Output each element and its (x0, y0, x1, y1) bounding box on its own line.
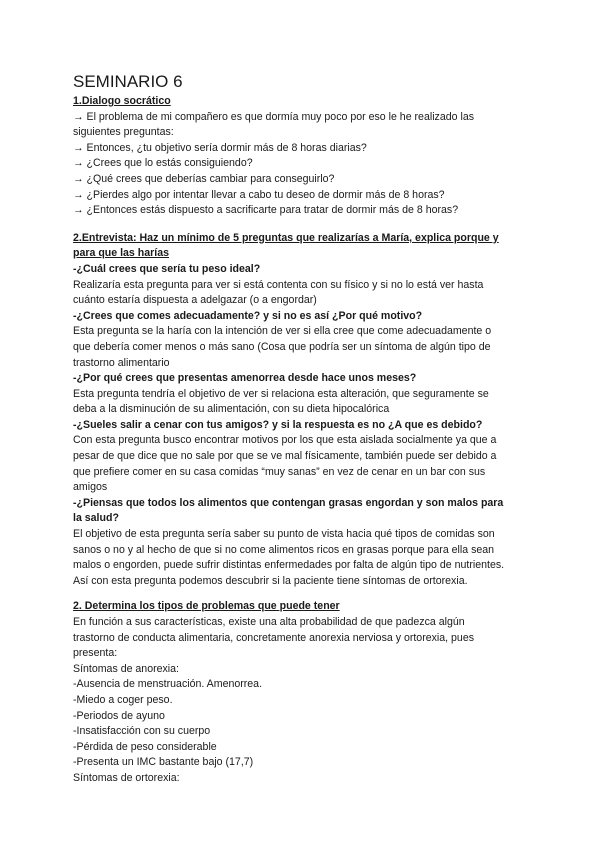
interview-question-4: -¿Sueles salir a cenar con tus amigos? y si la respuesta es no ¿A que es debido? (73, 418, 483, 431)
text-line: malos o engorden, puede sufrir distintas enfermedades por falta de algún tipo de nutrientes. (73, 559, 505, 572)
text-line: que debería comer menos o más sano (Cosa que podría ser un síntoma de algún tipo de (73, 340, 491, 353)
section2-heading (73, 231, 533, 262)
text-line: trastorno de conducta alimentaria, concretamente anorexia nerviosa y ortorexia, pues (73, 631, 475, 644)
section1-heading: 1.Dialogo socrático (73, 95, 171, 107)
interview-question-5 (73, 496, 533, 527)
list-item: -Ausencia de menstruación. Amenorrea. (73, 678, 263, 691)
text-line: amigos (73, 481, 108, 494)
text-line: cuánto estaría dispuesta a adelgazar (o a engordar) (73, 294, 317, 307)
text-line: trastorno alimentario (73, 356, 170, 369)
text-line: sanos o no y al hecho de que si no come alimentos ricos en grasas porque para ella sean (73, 543, 495, 556)
section3-heading: 2. Determina los tipos de problemas que puede tener (73, 600, 340, 613)
text-line: Esta pregunta tendría el objetivo de ver si relaciona esta alteración, que seguramente se (73, 387, 489, 400)
interview-question-2: -¿Crees que comes adecuadamente? y si no es así ¿Por qué motivo? (73, 309, 423, 322)
text-line: deba a la disminución de su alimentación, con su dieta hipocalórica (73, 403, 390, 416)
text-line: En función a sus características, existe una alta probabilidad de que padezca algún (73, 616, 465, 628)
list-item: -Insatisfacción con su cuerpo (73, 725, 211, 738)
interview-answer-4 (73, 433, 533, 495)
interview-answer-5 (73, 527, 533, 589)
list-item: -Periodos de ayuno (73, 709, 165, 722)
section1-body (73, 110, 533, 219)
interview-question-1: -¿Cuál crees que sería tu peso ideal? (73, 262, 261, 275)
question-line: → ¿Crees que lo estás consiguiendo? (73, 157, 253, 170)
section3-intro (73, 615, 533, 662)
interview-answer-1 (73, 278, 533, 309)
text-line: Realizaría esta pregunta para ver si está contenta con su físico y si no lo está ver hasta (73, 278, 484, 291)
text-line: presenta: (73, 647, 118, 660)
question-line: → Entonces, ¿tu objetivo sería dormir más de 8 horas diarias? (73, 141, 367, 154)
heading-line: para que las harías (73, 247, 169, 260)
heading-line: 2.Entrevista: Haz un mínimo de 5 preguntas que realizarías a María, explica porque y (73, 231, 499, 244)
question-line: → ¿Pierdes algo por intentar llevar a cabo tu deseo de dormir más de 8 horas? (73, 188, 445, 201)
question-line: → ¿Qué crees que deberías cambiar para conseguirlo? (73, 172, 335, 185)
interview-question-3: -¿Por qué crees que presentas amenorrea desde hace unos meses? (73, 372, 417, 385)
interview-answer-2 (73, 324, 533, 371)
text-line: Con esta pregunta busco encontrar motivos por los que esta aislada socialmente ya que a (73, 434, 497, 447)
text-line: → El problema de mi compañero es que dormía muy poco por eso le he realizado las (73, 110, 475, 123)
text-line: pesar de que dice que no sale por que se ve mal físicamente, también puede ser debido a (73, 450, 497, 463)
question-line: -¿Piensas que todos los alimentos que contengan grasas engordan y son malos para (73, 496, 504, 509)
anorexia-symptoms-label: Síntomas de anorexia: (73, 662, 179, 675)
list-item: -Miedo a coger peso. (73, 693, 173, 706)
page-title: SEMINARIO 6 (73, 72, 183, 91)
anorexia-symptoms-list (73, 677, 533, 771)
text-line: Así con esta pregunta podemos descubrir si la paciente tiene síntomas de ortorexia. (73, 574, 468, 587)
text-line: El objetivo de esta pregunta sería saber su punto de vista hacia qué tipos de comidas son (73, 528, 495, 541)
text-line: Esta pregunta se la haría con la intención de ver si ella cree que come adecuadamente o (73, 325, 492, 338)
ortorexia-symptoms-label: Síntomas de ortorexia: (73, 771, 180, 784)
list-item: -Pérdida de peso considerable (73, 740, 217, 753)
text-line: siguientes preguntas: (73, 126, 174, 139)
question-line: la salud? (73, 512, 119, 525)
text-line: que prefiere comer en su casa comidas “muy sanas” en vez de cenar en un bar con sus (73, 465, 486, 478)
question-line: → ¿Entonces estás dispuesto a sacrificarte para tratar de dormir más de 8 horas? (73, 204, 459, 217)
document-page (73, 72, 533, 787)
interview-answer-3 (73, 387, 533, 418)
list-item: -Presenta un IMC bastante bajo (17,7) (73, 756, 254, 769)
